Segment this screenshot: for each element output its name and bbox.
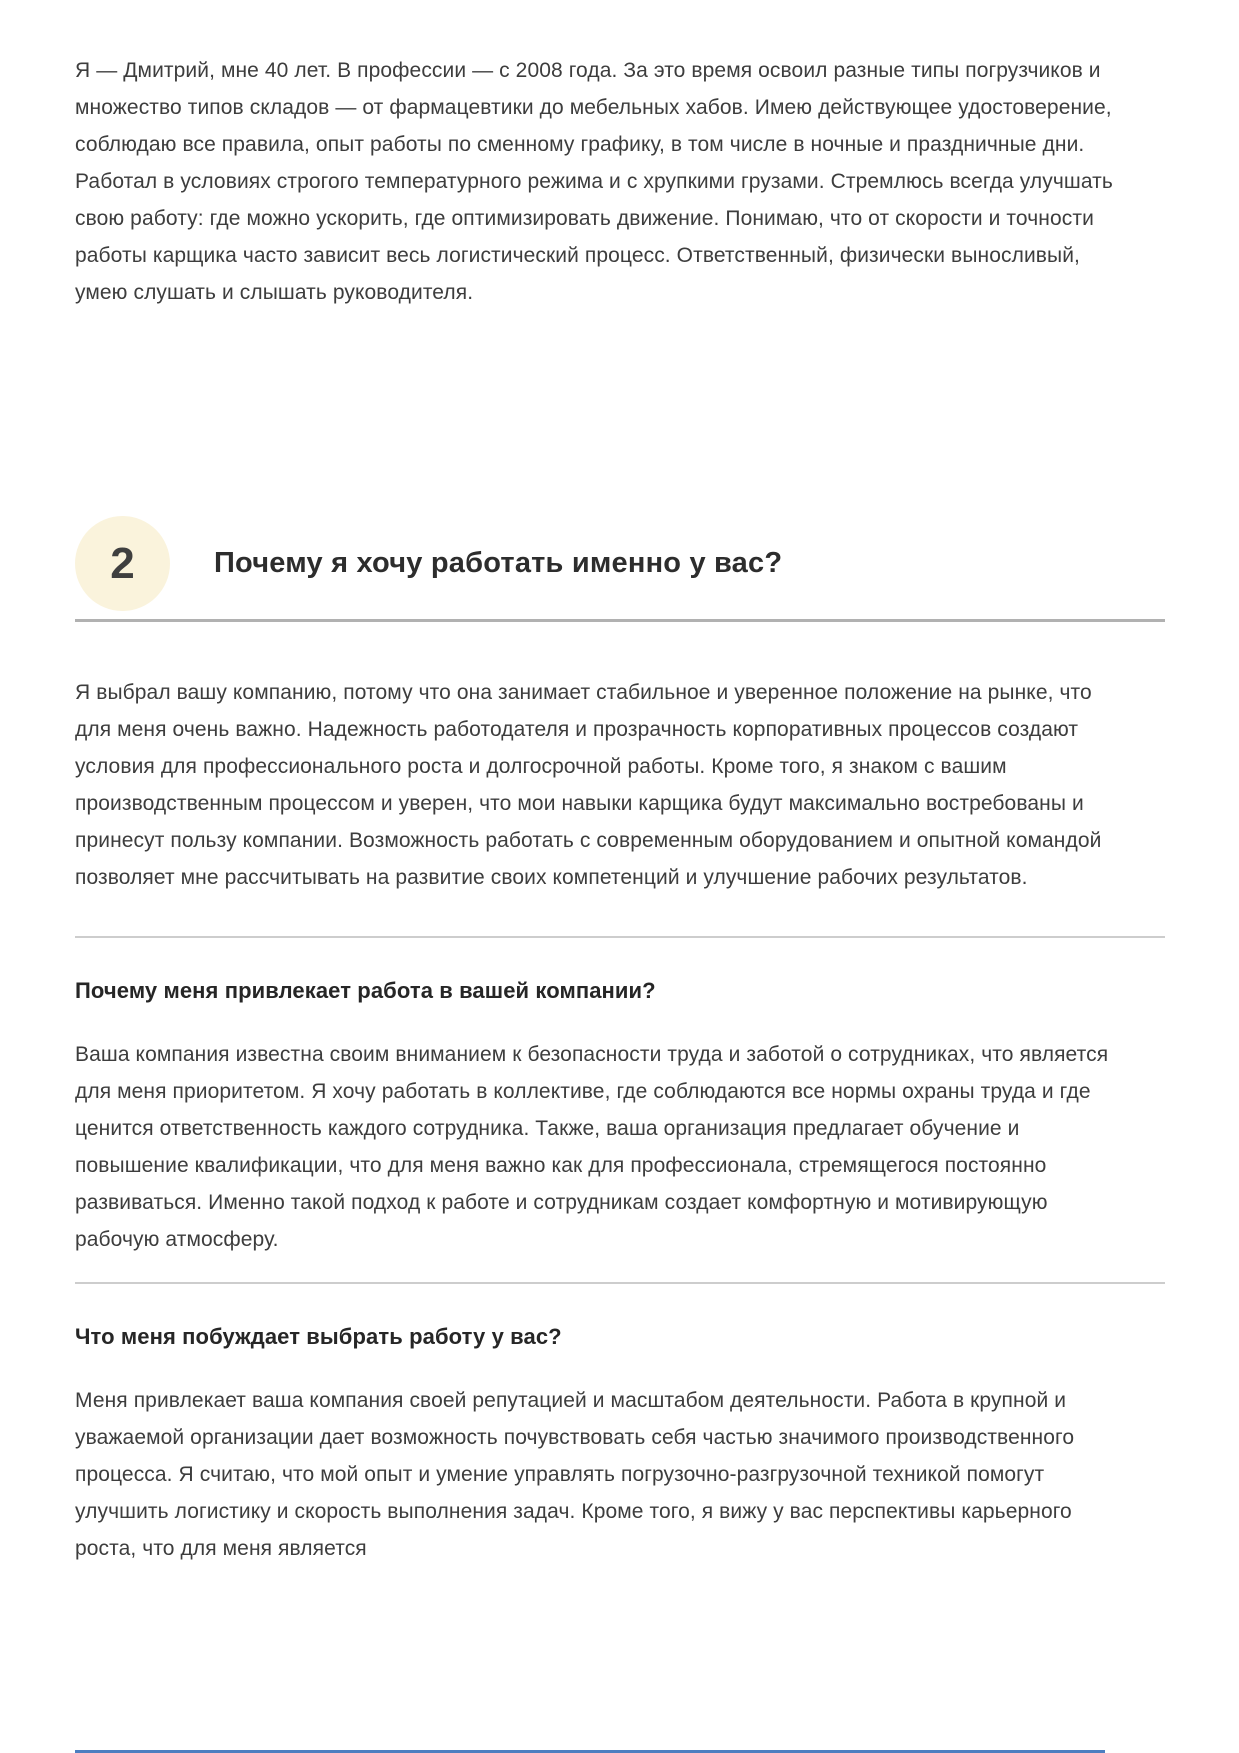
section-title: Почему я хочу работать именно у вас? <box>214 547 783 579</box>
subsection-paragraph-2: Меня привлекает ваша компания своей репутацией и масштабом деятельности. Работа в крупной и уважаемой организации дает возможность почувствовать себя частью значимого производственного процесса. Я считаю, что мой опыт и умение управлять погрузочно-разгрузочной техникой помогут улучшить логистику и скорость выполнения задач. Кроме того, я вижу у вас перспективы карьерного роста, что для меня является <box>75 1389 1075 1560</box>
subsection-heading-1: Почему меня привлекает работа в вашей компании? <box>75 978 656 1003</box>
paragraph-divider <box>75 936 1165 938</box>
subsection-paragraph-1: Ваша компания известна своим вниманием к безопасности труда и заботой о сотрудниках, что является для меня приоритетом. Я хочу работать в коллективе, где соблюдаются все нормы охраны труда и где ценится ответственность каждого сотрудника. Также, ваша организация предлагает обучение и повышение квалификации, что для меня важно как для профессионала, стремящегося постоянно развиваться. Именно такой подход к работе и сотрудникам создает комфортную и мотивирующую рабочую атмосферу. <box>75 1043 1109 1251</box>
paragraph-divider <box>75 1282 1165 1284</box>
section-number: 2 <box>110 538 135 588</box>
intro-paragraph: Я — Дмитрий, мне 40 лет. В профессии — с 2008 года. За это время освоил разные типы погрузчиков и множество типов складов — от фармацевтики до мебельных хабов. Имею действующее удостоверение, соблюдаю все правила, опыт работы по сменному графику, в том числе в ночные и праздничные дни. Работал в условиях строгого температурного режима и с хрупкими грузами. Стремлюсь всегда улучшать свою работу: где можно ускорить, где оптимизировать движение. Понимаю, что от скорости и точности работы карщика часто зависит весь логистический процесс. Ответственный, физически выносливый, умею слушать и слышать руководителя. <box>75 59 1113 304</box>
subsection-heading-2: Что меня побуждает выбрать работу у вас? <box>75 1324 562 1349</box>
section-number-badge <box>75 516 170 611</box>
section-title-underline <box>75 619 1165 622</box>
section-intro-paragraph: Я выбрал вашу компанию, потому что она занимает стабильное и уверенное положение на рынке, что для меня очень важно. Надежность работодателя и прозрачность корпоративных процессов создают условия для профессионального роста и долгосрочной работы. Кроме того, я знаком с вашим производственным процессом и уверен, что мои навыки карщика будут максимально востребованы и принесут пользу компании. Возможность работать с современным оборудованием и опытной командой позволяет мне рассчитывать на развитие своих компетенций и улучшение рабочих результатов. <box>75 681 1102 889</box>
section-header <box>75 516 1165 611</box>
